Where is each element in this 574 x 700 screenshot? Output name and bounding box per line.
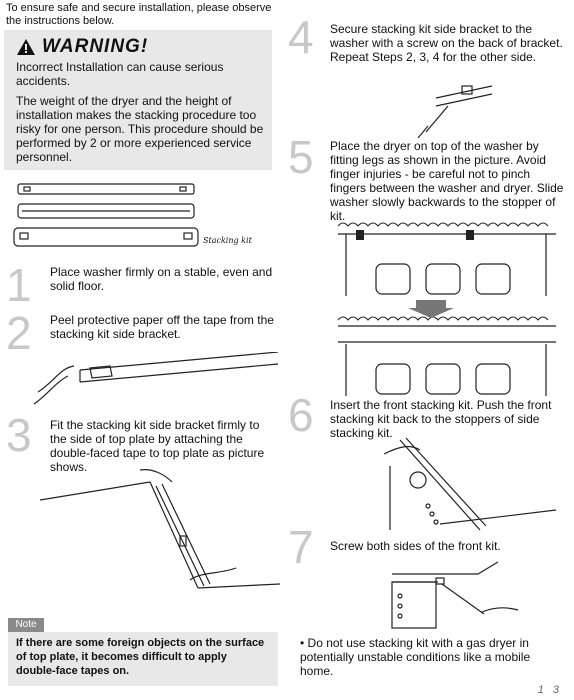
step-6-number: 6 — [288, 389, 314, 441]
step-7-number: 7 — [288, 521, 314, 573]
screw-front-kit-illustration — [388, 556, 538, 630]
step-4-text: Secure stacking kit side bracket to the washer with a screw on the back of bracket. Repeat Steps 2, 3, 4 for the other side. — [330, 22, 563, 64]
gas-dryer-warning-bullet: • Do not use stacking kit with a gas dryer in potentially unstable conditions like a mobile home. — [300, 636, 531, 678]
warning-box — [4, 30, 272, 170]
step-1-text: Place washer firmly on a stable, even and solid floor. — [50, 265, 273, 293]
warning-title: WARNING! — [42, 36, 149, 57]
step-3-text: Fit the stacking kit side bracket firmly to the side of top plate by attaching the double-faced tape to top plate as picture shows. — [50, 418, 265, 474]
warning-paragraph-2: The weight of the dryer and the height of installation makes the stacking procedure too risky for one person. This procedure should be performed by 2 or more experienced service personnel. — [16, 94, 264, 164]
stacking-kit-illustration — [10, 180, 270, 260]
intro-text: To ensure safe and secure installation, please observe the instructions below. — [6, 2, 272, 27]
note-text: If there are some foreign objects on the surface of top plate, it becomes difficult to apply double-face tapes on. — [16, 637, 265, 677]
step-2-number: 2 — [6, 307, 32, 359]
screw-bracket-illustration — [396, 76, 496, 138]
warning-paragraph-1: Incorrect Installation can cause serious accidents. — [16, 60, 224, 88]
step-6-text: Insert the front stacking kit. Push the front stacking kit back to the stoppers of side stacking kit. — [330, 398, 552, 440]
stack-dryer-illustration — [336, 216, 558, 398]
fit-bracket-illustration — [40, 464, 280, 614]
page-number: 1 3 — [537, 684, 562, 696]
step-5-number: 5 — [288, 131, 314, 183]
warning-heading — [16, 36, 148, 58]
step-5-text: Place the dryer on top of the washer by fitting legs as shown in the picture. Avoid finger injuries - be careful not to pinch fingers between the washer and dryer. Slide washer slowly backwards to the stopper of kit. — [330, 139, 564, 223]
peel-tape-illustration — [30, 352, 280, 408]
stacking-kit-label: Stacking kit — [203, 236, 252, 245]
note-label: Note — [8, 618, 44, 632]
step-2-text: Peel protective paper off the tape from the stacking kit side bracket. — [50, 313, 274, 341]
step-1-number: 1 — [6, 259, 32, 311]
step-7-text: Screw both sides of the front kit. — [330, 539, 501, 553]
step-3-number: 3 — [6, 409, 32, 461]
step-4-number: 4 — [288, 11, 314, 63]
note-box — [8, 632, 278, 686]
warning-triangle-icon — [16, 38, 36, 56]
front-kit-illustration — [380, 430, 560, 534]
